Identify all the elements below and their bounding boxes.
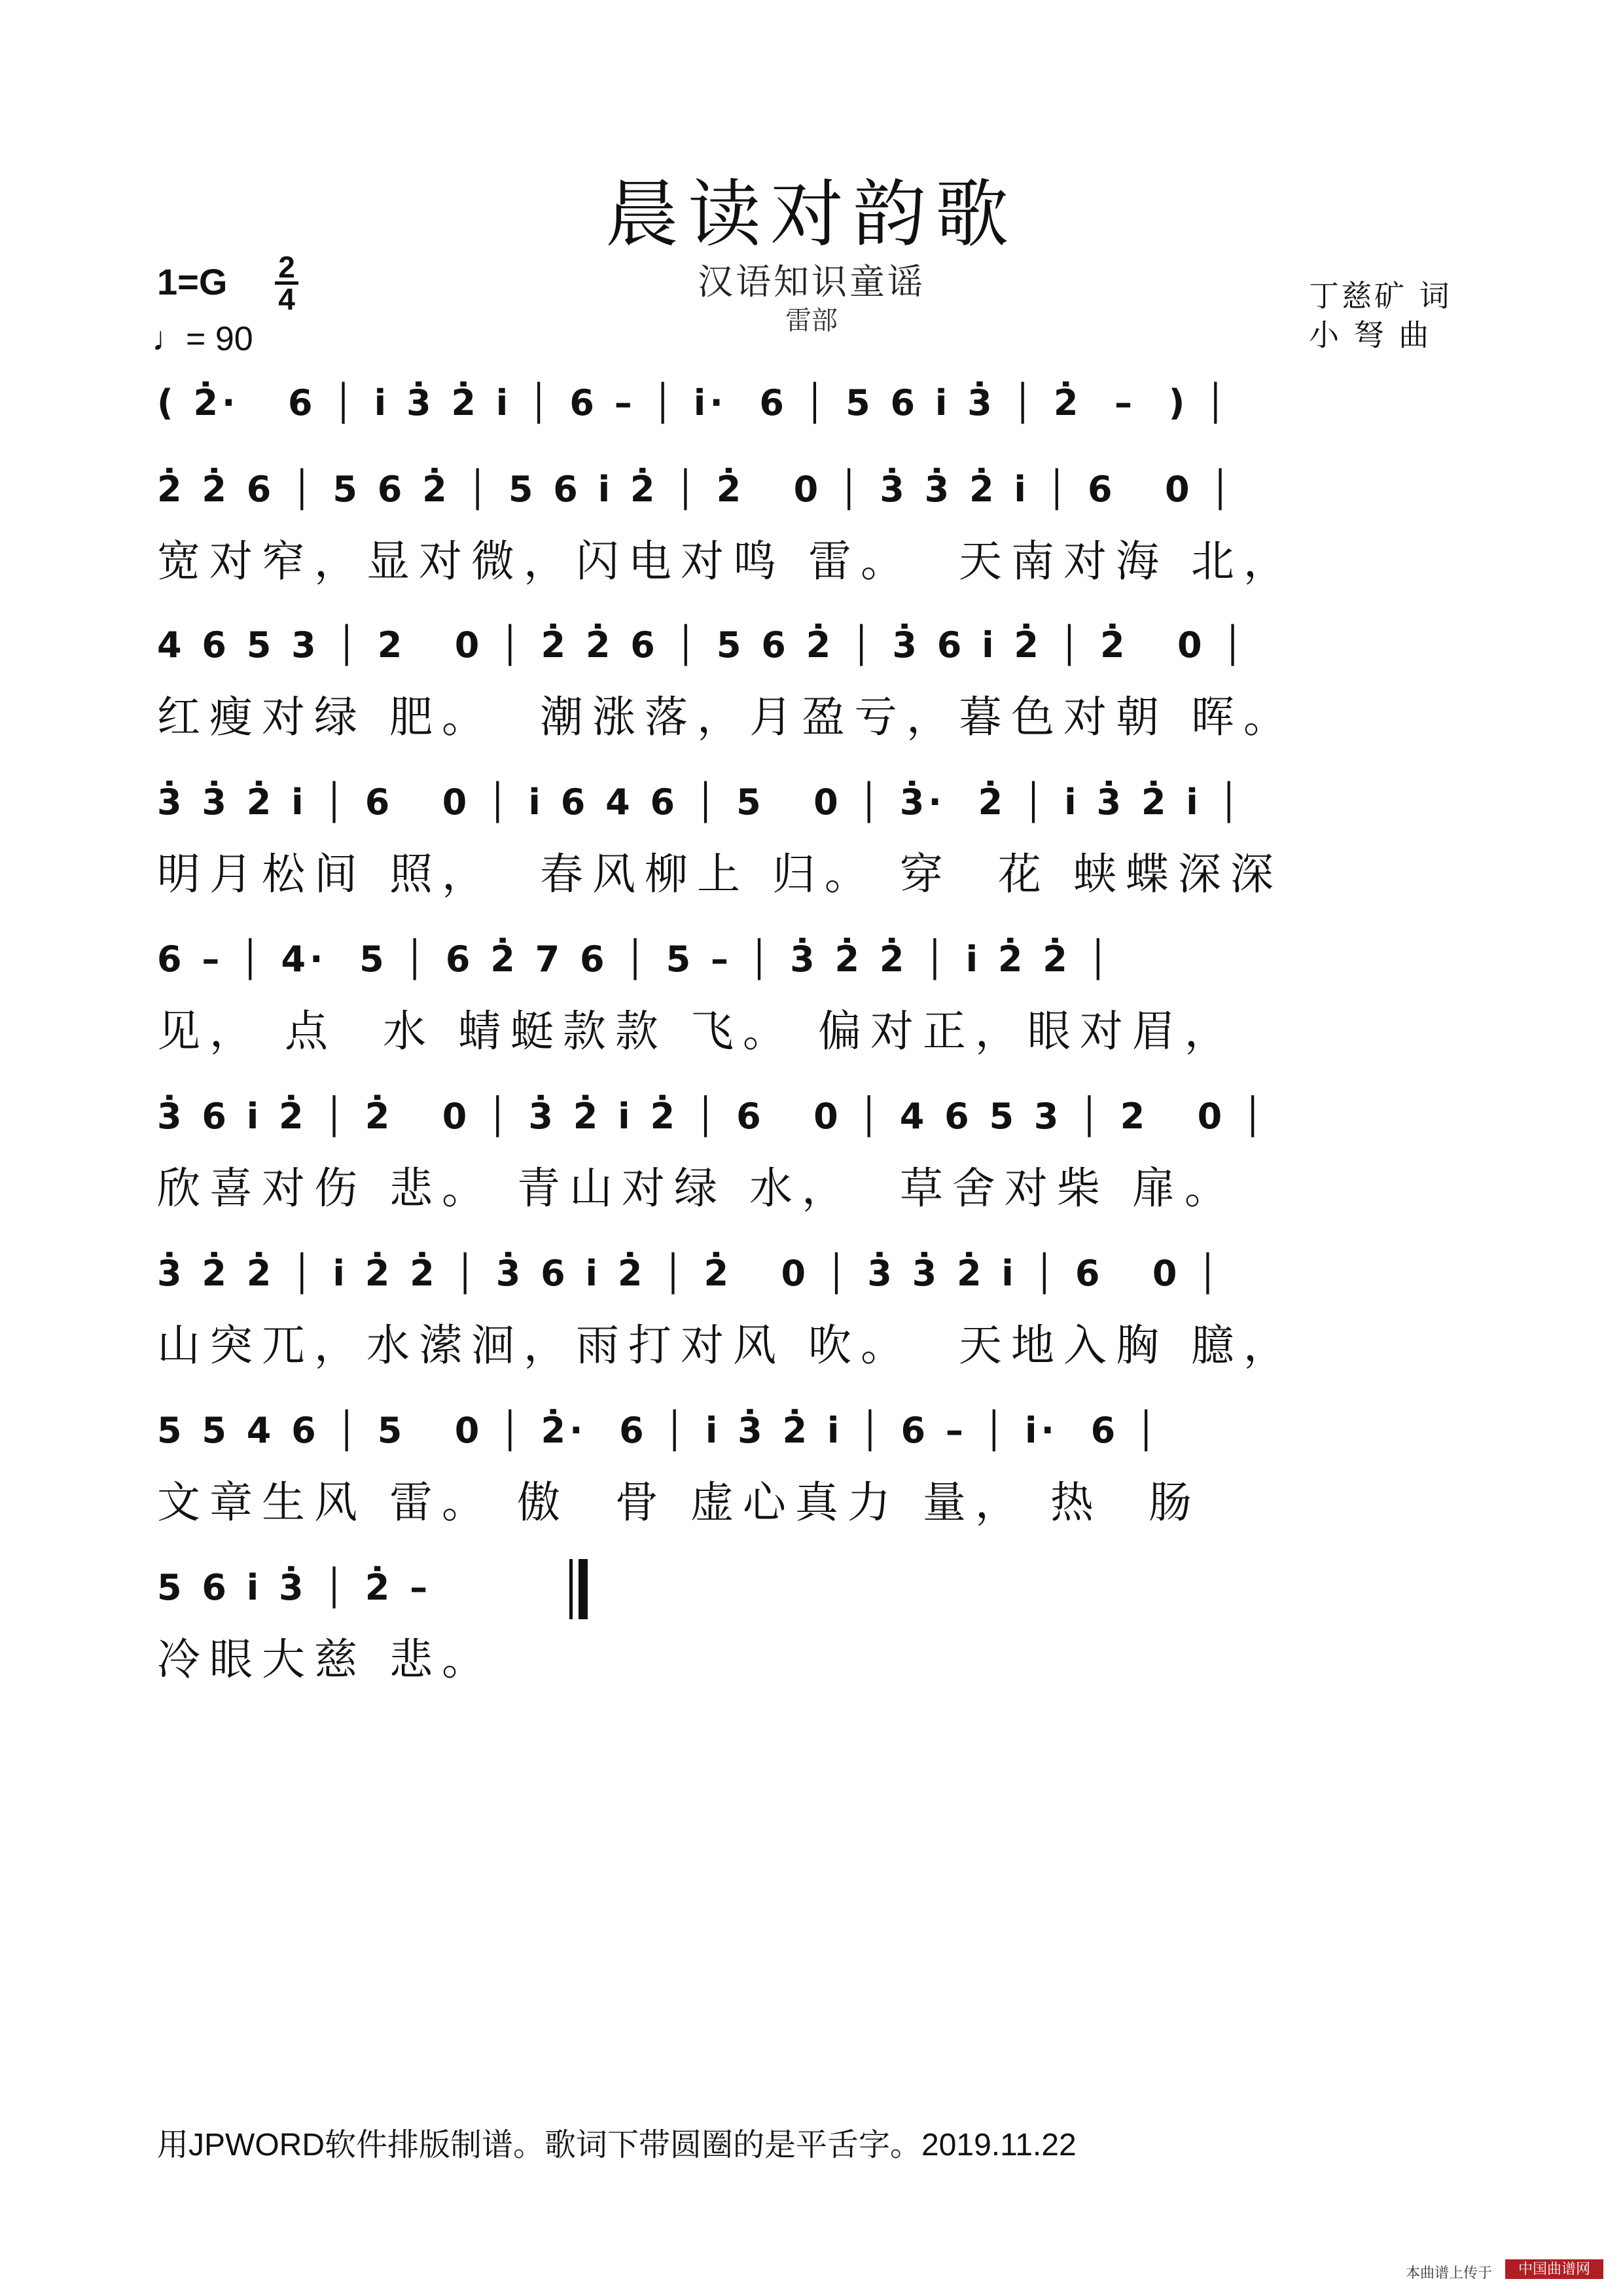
time-signature-bottom: 4 bbox=[278, 282, 295, 316]
final-barline-thick bbox=[579, 1559, 588, 1619]
composer-credit: 小 弩 曲 bbox=[1309, 317, 1432, 353]
time-signature bbox=[272, 250, 301, 316]
lyrics-line: 宽对窄，显对微，闪电对鸣 雷。 天南对海 北， bbox=[157, 536, 1296, 586]
lyrics-line: 欣喜对伤 悲。 青山对绿 水， 草舍对柴 扉。 bbox=[157, 1163, 1237, 1213]
lyrics-line: 明月松间 照， 春风柳上 归。 穿 花 蛱蝶深深 bbox=[157, 849, 1283, 899]
notation-line: 3̇ 6 i̇ 2̇ │ 2̇ 0 │ 3̇ 2̇ i̇ 2̇ │ 6 0 │ 4 6 5 3 │ 2 0 │ bbox=[157, 1096, 1268, 1137]
lyrics-line: 山突兀，水潆洄，雨打对风 吹。 天地入胸 臆， bbox=[157, 1320, 1296, 1371]
song-title: 晨读对韵歌 bbox=[605, 172, 1018, 257]
song-subtitle-2: 雷部 bbox=[785, 306, 838, 336]
notation-line: 2̇ 2̇ 6 │ 5 6 2̇ │ 5 6 i̇ 2̇ │ 2̇ 0 │ 3̇ 3̇ 2̇ i̇ │ 6 0 │ bbox=[157, 469, 1235, 510]
lyrics-line: 冷眼大慈 悲。 bbox=[157, 1634, 494, 1685]
key-signature: 1=G bbox=[157, 261, 228, 302]
watermark-text: 本曲谱上传于 bbox=[1406, 2265, 1493, 2281]
footer-note: 用JPWORD软件排版制谱。歌词下带圆圈的是平舌字。2019.11.22 bbox=[157, 2128, 1077, 2162]
notation-line: ( 2̇· 6 │ i̇ 3̇ 2̇ i̇ │ 6 – │ i̇· 6 │ 5 6 i̇ 3̇ │ 2̇ – ) │ bbox=[157, 382, 1230, 423]
watermark-logo: 中国曲谱网 bbox=[1505, 2259, 1603, 2279]
tempo-marking: ♩= 90 bbox=[152, 320, 253, 358]
notation-line: 6 – │ 4· 5 │ 6 2̇ 7 6 │ 5 – │ 3̇ 2̇ 2̇ │ i̇ 2̇ 2̇ │ bbox=[157, 939, 1113, 980]
final-barline-thin bbox=[569, 1559, 573, 1619]
notation-line: 5 5 4 6 │ 5 0 │ 2̇· 6 │ i̇ 3̇ 2̇ i̇ │ 6 – │ i̇· 6 │ bbox=[157, 1410, 1161, 1451]
time-signature-top: 2 bbox=[278, 250, 295, 284]
song-subtitle: 汉语知识童谣 bbox=[698, 261, 925, 302]
notation-line: 3̇ 3̇ 2̇ i̇ │ 6 0 │ i̇ 6 4 6 │ 5 0 │ 3̇· 2̇ │ i̇ 3̇ 2̇ i̇ │ bbox=[157, 781, 1244, 823]
lyrics-line: 红瘦对绿 肥。 潮涨落，月盈亏，暮色对朝 晖。 bbox=[157, 692, 1296, 742]
notation-line: 3̇ 2̇ 2̇ │ i̇ 2̇ 2̇ │ 3̇ 6 i̇ 2̇ │ 2̇ 0 │ 3̇ 3̇ 2̇ i̇ │ 6 0 │ bbox=[157, 1253, 1222, 1294]
lyrics-line: 文章生风 雷。 傲 骨 虚心真力 量， 热 肠 bbox=[157, 1477, 1201, 1528]
lyricist-credit: 丁慈矿 词 bbox=[1309, 278, 1452, 314]
notation-line: 5 6 i̇ 3̇ │ 2̇ – bbox=[157, 1567, 432, 1608]
lyrics-line: 见， 点 水 蜻蜓款款 飞。 偏对正，眼对眉， bbox=[157, 1006, 1237, 1056]
notation-line: 4 6 5 3 │ 2 0 │ 2̇ 2̇ 6 │ 5 6 2̇ │ 3̇ 6 i̇ 2̇ │ 2̇ 0 │ bbox=[157, 624, 1247, 666]
